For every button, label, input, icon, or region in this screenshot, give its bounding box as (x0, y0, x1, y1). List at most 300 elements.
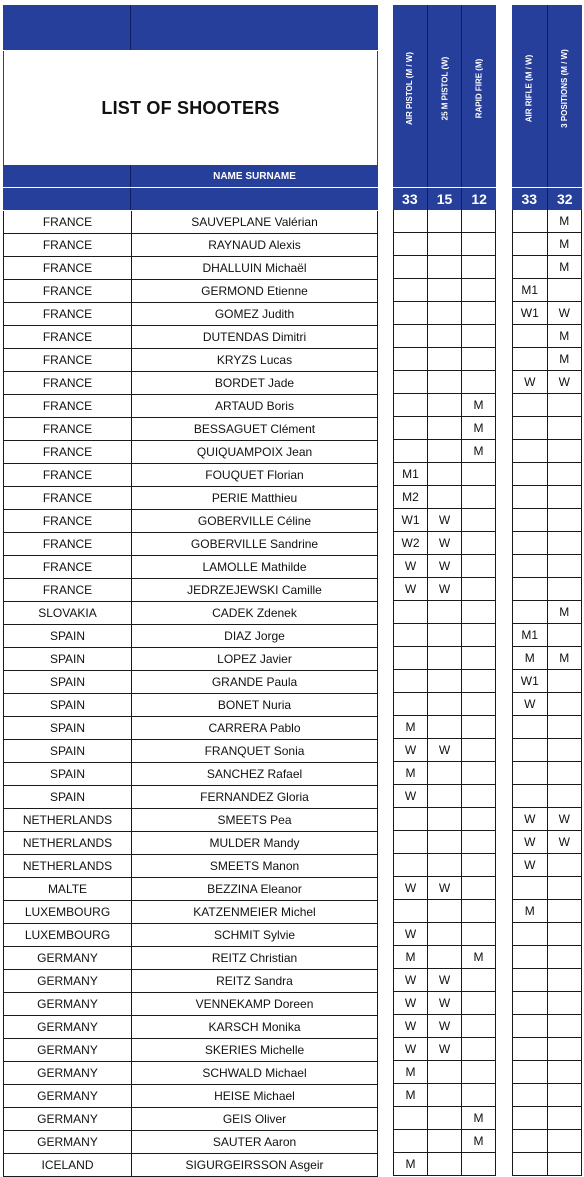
event-cell: W (428, 578, 462, 600)
country-cell: FRANCE (4, 464, 132, 486)
event-row (512, 601, 582, 624)
event-cell (548, 279, 582, 301)
name-cell: LAMOLLE Mathilde (202, 560, 307, 574)
event-row (512, 394, 582, 417)
name-cell: FRANQUET Sonia (204, 744, 305, 758)
country-cell: SPAIN (4, 740, 132, 762)
event-label-wrap (393, 13, 427, 163)
event-cell (428, 371, 462, 393)
name-cell: GEIS Oliver (222, 1112, 287, 1126)
event-cell (548, 900, 582, 922)
name-cell: JEDRZEJEWSKI Camille (187, 583, 322, 597)
country-cell: GERMANY (4, 993, 132, 1015)
table-row (3, 280, 378, 303)
event-cell (462, 1061, 495, 1083)
event-cell (513, 532, 548, 554)
event-cell: W (428, 532, 462, 554)
event-cell (548, 762, 582, 784)
event-cell (394, 670, 428, 692)
event-cell (428, 440, 462, 462)
table-row (3, 901, 378, 924)
event-row (393, 555, 496, 578)
name-cell: KATZENMEIER Michel (193, 905, 316, 919)
event-cell (428, 463, 462, 485)
event-cell (548, 1130, 582, 1152)
event-row (393, 279, 496, 302)
name-cell: BEZZINA Eleanor (207, 882, 302, 896)
event-cell (394, 693, 428, 715)
event-cell (428, 302, 462, 324)
event-cell: W (428, 877, 462, 899)
event-cell (462, 831, 495, 853)
event-row (512, 348, 582, 371)
event-cell (462, 900, 495, 922)
name-cell: SIGURGEIRSSON Asgeir (185, 1158, 324, 1172)
event-row (393, 808, 496, 831)
name-cell: DIAZ Jorge (224, 629, 285, 643)
event-cell (548, 716, 582, 738)
event-row (512, 440, 582, 463)
name-cell: HEISE Michael (214, 1089, 295, 1103)
event-cell (394, 854, 428, 876)
event-row (393, 509, 496, 532)
event-row (512, 969, 582, 992)
event-row (512, 1015, 582, 1038)
event-cell (462, 808, 495, 830)
event-cell (548, 670, 582, 692)
event-label: AIR PISTOL (M / W) (405, 51, 415, 125)
event-cell (548, 854, 582, 876)
event-row (512, 555, 582, 578)
event-cell (462, 532, 495, 554)
name-cell: SCHMIT Sylvie (213, 928, 296, 942)
event-cell (513, 601, 548, 623)
event-cell: W (394, 555, 428, 577)
event-cell (428, 279, 462, 301)
name-column-header: NAME SURNAME (213, 170, 296, 182)
event-row (393, 302, 496, 325)
name-cell: GOMEZ Judith (214, 307, 295, 321)
event-row (512, 302, 582, 325)
event-cell (548, 555, 582, 577)
event-cell (462, 624, 495, 646)
event-cell (462, 256, 495, 278)
event-cell: M (473, 398, 484, 412)
event-cell (462, 762, 495, 784)
event-cell: W1 (394, 509, 428, 531)
event-row (393, 394, 496, 417)
event-cell (462, 1084, 495, 1106)
event-cell: W (428, 969, 462, 991)
event-cell (548, 1084, 582, 1106)
event-cell: W (394, 1038, 428, 1060)
country-cell: SLOVAKIA (4, 602, 132, 624)
event-cell (513, 785, 548, 807)
event-cell: M1 (513, 624, 548, 646)
event-cell (513, 578, 548, 600)
event-cell (428, 1153, 462, 1175)
event-cell: W (513, 831, 548, 853)
event-cell: M (559, 260, 570, 274)
table-row (3, 1108, 378, 1131)
table-row (3, 441, 378, 464)
event-row (512, 785, 582, 808)
country-cell: GERMANY (4, 1131, 132, 1153)
column-header-row (3, 165, 378, 188)
event-cell (428, 486, 462, 508)
event-cell (462, 693, 495, 715)
event-cell: M (394, 716, 428, 738)
event-cell: W (394, 1015, 428, 1037)
name-cell: FERNANDEZ Gloria (200, 790, 309, 804)
event-cell: W (394, 923, 428, 945)
country-cell: SPAIN (4, 648, 132, 670)
event-cell (394, 394, 428, 416)
event-cell (462, 486, 495, 508)
event-cell (462, 923, 495, 945)
event-cell (513, 440, 548, 462)
event-cell (462, 509, 495, 531)
table-row (3, 1016, 378, 1039)
table-row (3, 211, 378, 234)
name-cell: RAYNAUD Alexis (208, 238, 301, 252)
event-row (393, 716, 496, 739)
event-header-cell (393, 5, 428, 187)
country-cell: FRANCE (4, 487, 132, 509)
event-cell (513, 762, 548, 784)
event-cell (428, 601, 462, 623)
event-cell (394, 348, 428, 370)
event-row (512, 532, 582, 555)
country-cell: FRANCE (4, 303, 132, 325)
event-header-cell (428, 5, 463, 187)
event-label-wrap (462, 13, 496, 163)
event-cell: M (394, 1061, 428, 1083)
event-cell (462, 210, 495, 232)
event-cell: W2 (394, 532, 428, 554)
event-label: 3 POSITIONS (M / W) (560, 48, 570, 128)
country-cell: FRANCE (4, 533, 132, 555)
event-cell (513, 877, 548, 899)
country-cell: FRANCE (4, 234, 132, 256)
event-cell: M (513, 647, 548, 669)
country-cell: FRANCE (4, 326, 132, 348)
event-cell (428, 900, 462, 922)
event-row (393, 1107, 496, 1130)
event-row (393, 1038, 496, 1061)
event-cell (462, 279, 495, 301)
name-cell: ARTAUD Boris (215, 399, 294, 413)
event-row (393, 946, 496, 969)
table-row (3, 533, 378, 556)
event-cell: W1 (513, 302, 548, 324)
event-row (393, 578, 496, 601)
rifle-events-rows (512, 210, 582, 1176)
event-row (512, 233, 582, 256)
name-cell: KARSCH Monika (208, 1020, 301, 1034)
event-cell (548, 1107, 582, 1129)
event-row (393, 785, 496, 808)
event-cell: M (394, 946, 428, 968)
event-cell: W1 (513, 670, 548, 692)
pistol-events-counts (393, 187, 496, 210)
event-cell (462, 854, 495, 876)
country-cell: NETHERLANDS (4, 855, 132, 877)
table-row (3, 303, 378, 326)
name-cell: SAUVEPLANE Valérian (191, 215, 318, 229)
name-cell: SANCHEZ Rafael (206, 767, 303, 781)
name-cell: GRANDE Paula (211, 675, 298, 689)
event-cell (428, 923, 462, 945)
event-row (512, 417, 582, 440)
country-cell: NETHERLANDS (4, 809, 132, 831)
event-cell (513, 325, 548, 347)
table-row (3, 1039, 378, 1062)
event-cell: M (473, 421, 484, 435)
table-row (3, 878, 378, 901)
event-cell (394, 624, 428, 646)
event-row (393, 486, 496, 509)
event-cell (513, 394, 548, 416)
event-row (393, 831, 496, 854)
event-row (512, 647, 582, 670)
name-cell: BONET Nuria (217, 698, 292, 712)
country-cell: SPAIN (4, 625, 132, 647)
event-cell (428, 394, 462, 416)
event-row (512, 371, 582, 394)
table-row (3, 1085, 378, 1108)
name-cell: BESSAGUET Clément (193, 422, 316, 436)
event-row (512, 279, 582, 302)
event-count: 32 (556, 191, 573, 207)
event-cell (428, 946, 462, 968)
event-cell (513, 969, 548, 991)
event-cell (462, 670, 495, 692)
event-row (393, 992, 496, 1015)
event-row (393, 762, 496, 785)
event-cell: W (428, 992, 462, 1014)
name-cell: CARRERA Pablo (208, 721, 301, 735)
event-cell (394, 440, 428, 462)
name-cell: LOPEZ Javier (217, 652, 292, 666)
name-cell: GERMOND Etienne (201, 284, 308, 298)
country-cell: FRANCE (4, 441, 132, 463)
event-cell (428, 233, 462, 255)
page-title: LIST OF SHOOTERS (101, 97, 280, 118)
event-cell (513, 417, 548, 439)
event-row (512, 486, 582, 509)
name-cell: MULDER Mandy (209, 836, 300, 850)
country-cell: FRANCE (4, 510, 132, 532)
event-cell (548, 739, 582, 761)
event-cell (394, 279, 428, 301)
event-cell (428, 1107, 462, 1129)
event-row (393, 348, 496, 371)
country-cell: NETHERLANDS (4, 832, 132, 854)
event-cell: M (559, 605, 570, 619)
event-row (512, 1061, 582, 1084)
event-cell (513, 739, 548, 761)
event-cell (394, 371, 428, 393)
table-row (3, 786, 378, 809)
event-cell: W (513, 854, 548, 876)
name-cell: PERIE Matthieu (211, 491, 298, 505)
table-row (3, 993, 378, 1016)
event-cell (394, 417, 428, 439)
event-cell (513, 1015, 548, 1037)
event-row (393, 877, 496, 900)
event-row (393, 647, 496, 670)
event-row (393, 463, 496, 486)
event-row (512, 693, 582, 716)
table-row (3, 579, 378, 602)
country-cell: GERMANY (4, 947, 132, 969)
name-cell: KRYZS Lucas (216, 353, 293, 367)
event-cell (548, 1153, 582, 1175)
event-cell (462, 647, 495, 669)
event-cell (462, 992, 495, 1014)
country-cell: FRANCE (4, 280, 132, 302)
pistol-events-header (393, 5, 496, 187)
event-cell (394, 233, 428, 255)
event-row (393, 923, 496, 946)
event-cell (548, 923, 582, 945)
event-row (512, 670, 582, 693)
name-cell: SKERIES Michelle (204, 1043, 305, 1057)
event-row (512, 946, 582, 969)
table-row (3, 740, 378, 763)
title-box (3, 51, 378, 165)
event-row (512, 854, 582, 877)
event-cell: W (513, 693, 548, 715)
country-cell: GERMANY (4, 1085, 132, 1107)
table-row (3, 648, 378, 671)
event-row (393, 854, 496, 877)
country-cell: SPAIN (4, 763, 132, 785)
rifle-events-block (512, 5, 582, 1176)
name-cell: DHALLUIN Michaël (202, 261, 307, 275)
event-row (393, 210, 496, 233)
event-cell: W (428, 555, 462, 577)
event-cell (513, 1130, 548, 1152)
event-label-wrap (512, 13, 547, 163)
event-cell: W (394, 739, 428, 761)
country-cell: FRANCE (4, 257, 132, 279)
event-row (512, 1107, 582, 1130)
table-row (3, 487, 378, 510)
event-cell (548, 946, 582, 968)
event-cell: W (558, 306, 570, 320)
event-cell (394, 808, 428, 830)
event-cell (548, 992, 582, 1014)
event-cell (548, 509, 582, 531)
event-label: AIR RIFLE (M / W) (524, 54, 534, 122)
event-row (393, 900, 496, 923)
event-cell (462, 739, 495, 761)
event-row (393, 693, 496, 716)
event-cell (394, 256, 428, 278)
event-cell (394, 302, 428, 324)
event-cell (513, 509, 548, 531)
name-cell: REITZ Sandra (216, 974, 293, 988)
event-row (393, 417, 496, 440)
event-cell (394, 325, 428, 347)
event-cell (513, 1107, 548, 1129)
event-cell (513, 555, 548, 577)
event-row (512, 509, 582, 532)
name-cell: CADEK Zdenek (212, 606, 297, 620)
event-cell (428, 325, 462, 347)
event-row (393, 325, 496, 348)
country-cell: SPAIN (4, 717, 132, 739)
event-cell (428, 1084, 462, 1106)
table-row (3, 1062, 378, 1085)
event-cell (428, 1130, 462, 1152)
event-cell: M (559, 352, 570, 366)
table-row (3, 234, 378, 257)
event-row (393, 1153, 496, 1176)
table-row (3, 832, 378, 855)
event-count: 12 (471, 191, 487, 207)
country-cell: GERMANY (4, 970, 132, 992)
country-cell: GERMANY (4, 1016, 132, 1038)
header-band (3, 5, 378, 51)
event-cell: M (559, 329, 570, 343)
event-row (393, 532, 496, 555)
country-cell: GERMANY (4, 1108, 132, 1130)
event-cell: M (473, 1111, 484, 1125)
event-cell (428, 808, 462, 830)
event-cell: W (513, 808, 548, 830)
table-row (3, 855, 378, 878)
event-row (393, 601, 496, 624)
event-cell (462, 785, 495, 807)
table-row (3, 970, 378, 993)
name-cell: SCHWALD Michael (202, 1066, 307, 1080)
event-cell (394, 900, 428, 922)
country-cell: FRANCE (4, 418, 132, 440)
event-row (512, 1130, 582, 1153)
pistol-events-rows (393, 210, 496, 1176)
event-row (512, 256, 582, 279)
event-cell (548, 1061, 582, 1083)
event-cell: W (558, 812, 570, 826)
event-cell (548, 969, 582, 991)
event-cell: M (513, 900, 548, 922)
event-cell (428, 670, 462, 692)
event-row (512, 877, 582, 900)
event-cell: M2 (394, 486, 428, 508)
table-row (3, 717, 378, 740)
event-row (512, 578, 582, 601)
event-cell (462, 302, 495, 324)
event-cell (428, 693, 462, 715)
event-cell (394, 647, 428, 669)
name-cell: GOBERVILLE Sandrine (190, 537, 319, 551)
country-cell: LUXEMBOURG (4, 901, 132, 923)
rifle-events-counts (512, 187, 582, 210)
event-cell (462, 601, 495, 623)
country-cell: FRANCE (4, 395, 132, 417)
event-row (512, 831, 582, 854)
table-row (3, 924, 378, 947)
event-cell (548, 785, 582, 807)
event-row (512, 210, 582, 233)
event-cell (462, 348, 495, 370)
event-row (512, 739, 582, 762)
name-cell: SMEETS Manon (209, 859, 300, 873)
event-cell (462, 716, 495, 738)
